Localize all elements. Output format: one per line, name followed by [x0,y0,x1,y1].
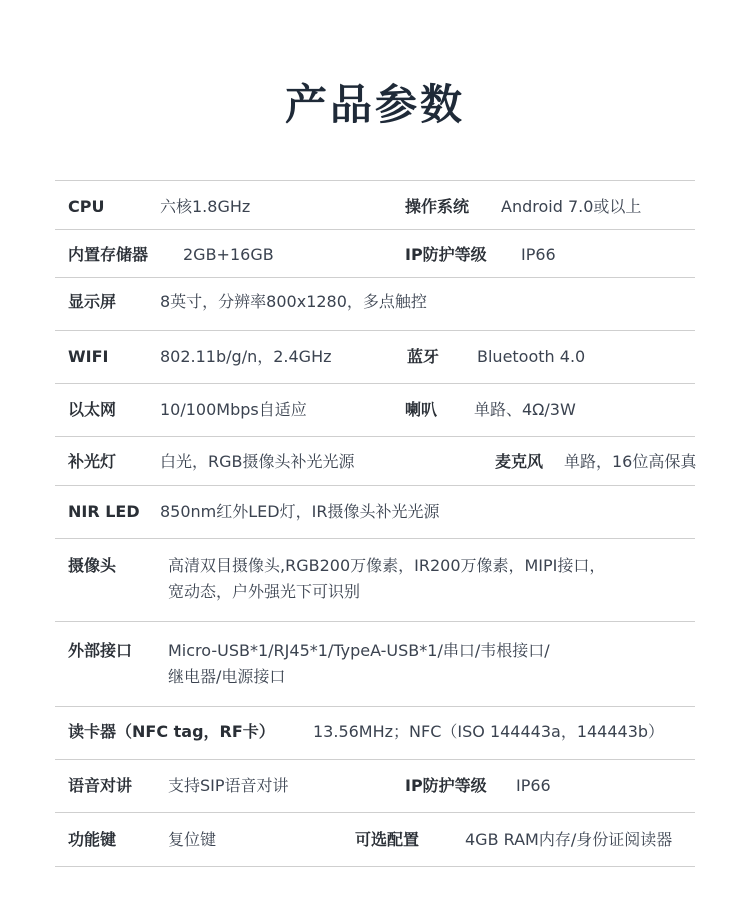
spec-value: 4GB RAM内存/身份证阅读器 [465,830,673,849]
spec-row-ethernet [55,383,695,436]
spec-row-cpu [55,180,695,229]
spec-label: IP防护等级 [405,245,487,264]
spec-label: WIFI [68,347,109,366]
spec-value: IP66 [516,776,551,795]
spec-label: 内置存储器 [68,245,149,264]
spec-value: 单路、4Ω/3W [474,400,576,419]
spec-label: 以太网 [68,400,117,419]
spec-table [55,180,695,867]
spec-value: 高清双目摄像头,RGB200万像素，IR200万像素，MIPI接口， [168,556,606,575]
spec-label: 语音对讲 [68,776,133,795]
spec-row-card-reader [55,706,695,759]
spec-label: 蓝牙 [407,347,440,366]
spec-label: CPU [68,197,105,216]
spec-value: 802.11b/g/n，2.4GHz [160,347,332,366]
spec-value: 10/100Mbps自适应 [160,400,307,419]
spec-value: 支持SIP语音对讲 [168,776,289,795]
spec-value: Micro-USB*1/RJ45*1/TypeA-USB*1/串口/韦根接口/ [168,641,550,660]
spec-row-camera [55,538,695,621]
spec-value: 复位键 [168,830,217,849]
spec-value: 宽动态，户外强光下可识别 [168,582,361,601]
spec-row-ports [55,621,695,706]
spec-label: 麦克风 [495,452,544,471]
spec-value: Bluetooth 4.0 [477,347,586,366]
spec-row-nir-led [55,485,695,538]
spec-value: 13.56MHz；NFC（ISO 144443a，144443b） [313,722,665,741]
spec-row-intercom [55,759,695,812]
spec-label: IP防护等级 [405,776,487,795]
spec-value: 单路，16位高保真 [564,452,697,471]
spec-value: 8英寸，分辨率800x1280，多点触控 [160,292,427,311]
spec-label: 显示屏 [68,292,117,311]
page-title: 产品参数 [284,80,465,129]
spec-value: Android 7.0或以上 [501,197,642,216]
spec-row-function-key [55,812,695,867]
spec-row-storage [55,229,695,277]
spec-value: 850nm红外LED灯，IR摄像头补光光源 [160,502,440,521]
spec-label: NIR LED [68,502,140,521]
spec-label: 可选配置 [355,830,420,849]
spec-label: 功能键 [68,830,117,849]
spec-value: 2GB+16GB [183,245,274,264]
spec-label: 读卡器（NFC tag，RF卡） [68,722,275,741]
spec-label: 补光灯 [68,452,117,471]
spec-value: IP66 [521,245,556,264]
spec-value: 白光，RGB摄像头补光光源 [160,452,355,471]
spec-value: 继电器/电源接口 [168,667,286,686]
spec-row-wifi [55,330,695,383]
spec-label: 摄像头 [68,556,117,575]
spec-row-fill-light [55,436,695,485]
spec-label: 操作系统 [405,197,470,216]
spec-row-display [55,277,695,330]
spec-label: 外部接口 [68,641,133,660]
spec-label: 喇叭 [405,400,438,419]
spec-value: 六核1.8GHz [160,197,251,216]
